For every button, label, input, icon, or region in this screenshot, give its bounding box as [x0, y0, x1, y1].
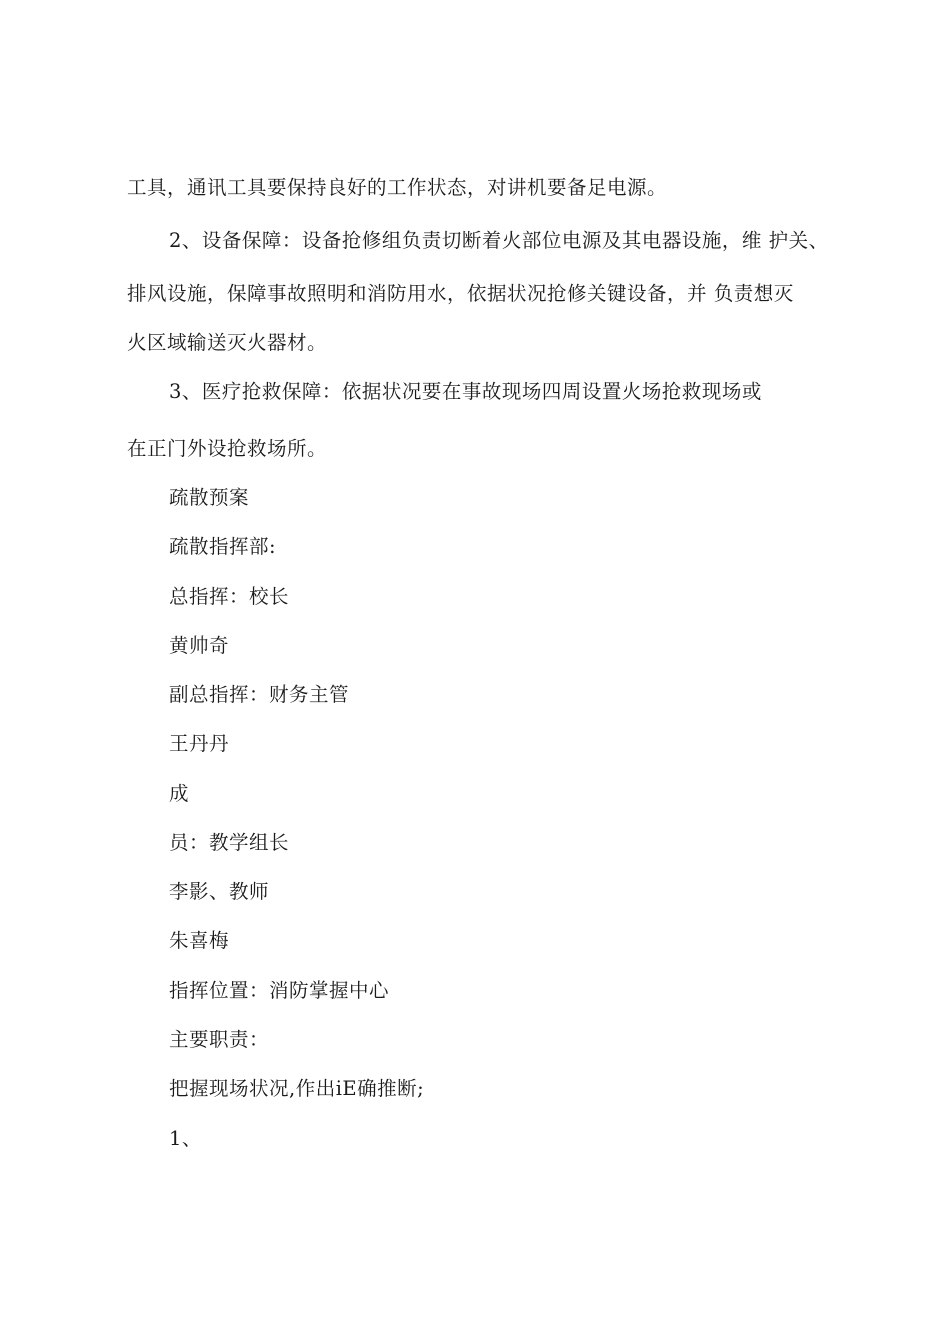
paragraph-line: 员：教学组长	[169, 831, 290, 854]
paragraph-line: 工具，通讯工具要保持良好的工作状态，对讲机要备足电源。	[127, 176, 668, 199]
paragraph-line: 主要职责：	[169, 1028, 270, 1051]
paragraph-line: 火区域输送灭火器材。	[127, 331, 328, 354]
paragraph-line: 指挥位置：消防掌握中心	[169, 979, 390, 1002]
paragraph-line: 在正门外设抢救场所。	[127, 437, 328, 460]
paragraph-line: 副总指挥：财务主管	[169, 683, 350, 706]
paragraph-line: 黄帅奇	[169, 634, 230, 657]
paragraph-line: 总指挥：校长	[169, 585, 290, 608]
paragraph-line: 3、医疗抢救保障：依据状况要在事故现场四周设置火场抢救现场或	[169, 380, 762, 403]
paragraph-line: 把握现场状况,作出iE确推断;	[169, 1077, 425, 1100]
paragraph-line: 王丹丹	[169, 732, 230, 755]
section-heading: 疏散预案	[169, 486, 250, 509]
paragraph-line: 李影、教师	[169, 880, 270, 903]
paragraph-line: 2、设备保障：设备抢修组负责切断着火部位电源及其电器设施，维 护关、	[169, 229, 829, 252]
paragraph-line: 成	[169, 782, 190, 805]
paragraph-line: 疏散指挥部:	[169, 535, 277, 558]
paragraph-line: 朱喜梅	[169, 929, 230, 952]
paragraph-line: 排风设施，保障事故照明和消防用水，依据状况抢修关键设备，并 负责想灭	[127, 282, 794, 305]
paragraph-line: 1、	[169, 1127, 202, 1150]
